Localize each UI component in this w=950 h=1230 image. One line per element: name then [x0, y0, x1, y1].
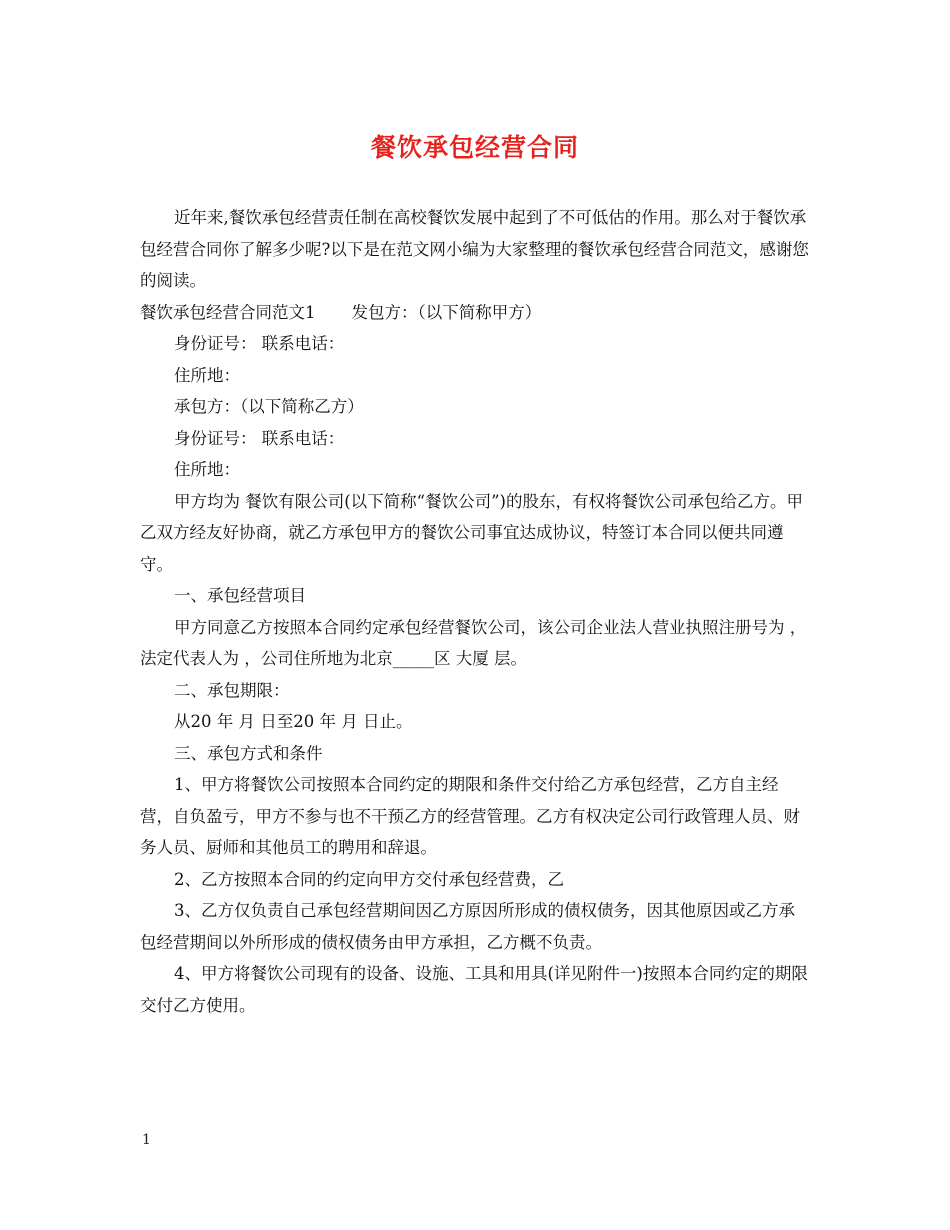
paragraph-party-b: 承包方：（以下简称乙方） [174, 397, 364, 416]
paragraph-party-b-id: 身份证号： 联系电话： [174, 428, 345, 448]
paragraph-party-a-address: 住所地： [174, 365, 240, 385]
section-heading-2: 二、承包期限： [174, 680, 290, 700]
document-title: 餐饮承包经营合同 [370, 133, 579, 162]
page-number: 1 [142, 1132, 151, 1148]
paragraph-section-1-body: 甲方同意乙方按照本合同约定承包经营餐饮公司，该公司企业法人营业执照注册号为 ，法定代表人为 ，公司住所地为北京_____区 大厦 层。 [140, 617, 807, 668]
paragraph-party-a-id: 身份证号： 联系电话： [174, 334, 345, 353]
paragraph-clause-2: 2、乙方按照本合同的约定向甲方交付承包经营费，乙 [174, 869, 564, 889]
paragraph-intro: 近年来,餐饮承包经营责任制在高校餐饮发展中起到了不可低估的作用。那么对于餐饮承包经营合同你了解多少呢?以下是在范文网小编为大家整理的餐饮承包经营合同范文，感谢您的阅读。 [140, 208, 809, 290]
paragraph-recital: 甲方均为 餐饮有限公司(以下简称“餐饮公司”)的股东，有权将餐饮公司承包给乙方。甲乙双方经友好协商，就乙方承包甲方的餐饮公司事宜达成协议，特签订本合同以便共同遵守。 [140, 491, 803, 574]
paragraph-sample-heading [140, 297, 810, 329]
section-heading-1: 一、承包经营项目 [174, 586, 306, 605]
paragraph-clause-4: 4、甲方将餐饮公司现有的设备、设施、工具和用具(详见附件一)按照本合同约定的期限交付乙方使用。 [140, 964, 808, 1015]
paragraph-clause-1: 1、甲方将餐饮公司按照本合同约定的期限和条件交付给乙方承包经营，乙方自主经营，自负盈亏，甲方不参与也不干预乙方的经营管理。乙方有权决定公司行政管理人员、财务人员、厨师和其他员工的聘用和辞退。 [140, 775, 800, 857]
paragraph-party-b-address: 住所地： [174, 460, 240, 479]
paragraph-clause-3: 3、乙方仅负责自己承包经营期间因乙方原因所形成的债权债务，因其他原因或乙方承包经营期间以外所形成的债权债务由甲方承担，乙方概不负责。 [140, 901, 795, 952]
document-body [140, 202, 810, 1021]
section-heading-3: 三、承包方式和条件 [174, 743, 323, 763]
paragraph-section-2-body: 从20 年 月 日至20 年 月 日止。 [174, 712, 413, 731]
sample-title: 餐饮承包经营合同范文1 [140, 302, 316, 322]
contractor-label: 发包方：（以下简称甲方） [351, 302, 542, 322]
